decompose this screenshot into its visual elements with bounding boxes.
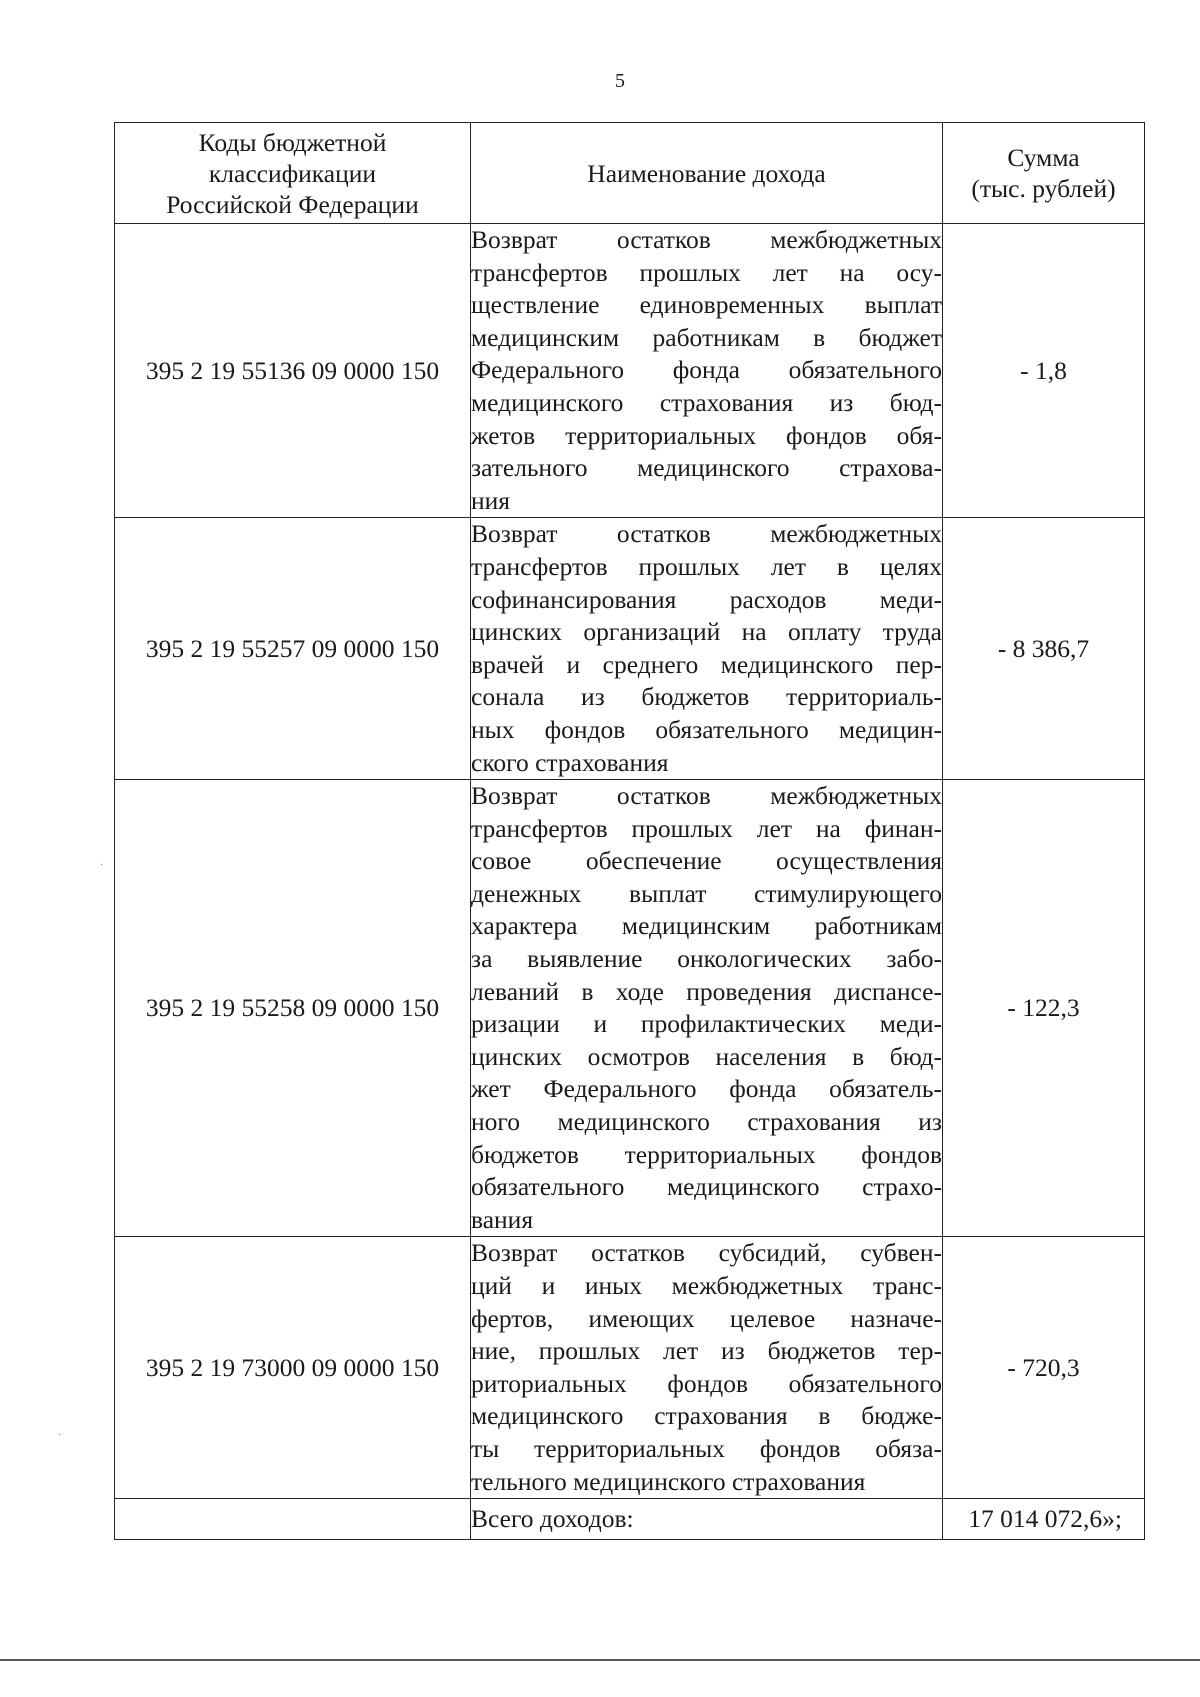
- row-name: [471, 224, 943, 518]
- row-name-line: жет Федерального фонда обязатель-: [471, 1074, 942, 1104]
- scan-speck: ·: [100, 860, 104, 871]
- row-code: 395 2 19 55258 09 0000 150: [115, 780, 471, 1237]
- page-number: 5: [615, 70, 625, 92]
- income-table: [114, 122, 1145, 1540]
- row-sum: - 1,8: [943, 224, 1145, 518]
- row-name-line: софинансирования расходов меди-: [471, 584, 942, 614]
- row-name-line: денежных выплат стимулирующего: [471, 878, 942, 908]
- table-row: [115, 1237, 1145, 1499]
- row-name-line: ризации и профилактических меди-: [471, 1009, 942, 1039]
- row-name-line: цинских организаций на оплату труда: [471, 617, 942, 647]
- row-name-line: характера медицинским работникам: [471, 911, 942, 941]
- row-name-line: врачей и среднего медицинского пер-: [471, 649, 942, 679]
- row-name-line: медицинского страхования в бюдже-: [471, 1401, 942, 1431]
- table-row: [115, 518, 1145, 780]
- row-name-line: Возврат остатков межбюджетных: [471, 781, 942, 811]
- row-name-line: вания: [471, 1204, 534, 1234]
- header-code-line: Российской Федерации: [166, 189, 419, 219]
- row-name-line: Федерального фонда обязательного: [471, 355, 942, 385]
- row-name-line: ние, прошлых лет из бюджетов тер-: [471, 1336, 942, 1366]
- row-name: [471, 1237, 943, 1499]
- row-name-line: совое обеспечение осуществления: [471, 846, 942, 876]
- row-name-line: леваний в ходе проведения диспансе-: [471, 976, 942, 1006]
- total-row: [115, 1499, 1145, 1540]
- scan-speck: ·: [58, 1430, 62, 1441]
- row-code: 395 2 19 55136 09 0000 150: [115, 224, 471, 518]
- row-name-line: цинских осмотров населения в бюд-: [471, 1041, 942, 1071]
- row-sum: - 720,3: [943, 1237, 1145, 1499]
- row-name-line: сонала из бюджетов территориаль-: [471, 682, 942, 712]
- row-sum: - 8 386,7: [943, 518, 1145, 780]
- row-name-line: ского страхования: [471, 747, 669, 777]
- row-name-line: Возврат остатков межбюджетных: [471, 519, 942, 549]
- row-code: 395 2 19 73000 09 0000 150: [115, 1237, 471, 1499]
- row-name: [471, 518, 943, 780]
- row-name-line: зательного медицинского страхова-: [471, 453, 942, 483]
- row-name-line: медицинским работникам в бюджет: [471, 322, 942, 352]
- row-name-line: трансфертов прошлых лет в целях: [471, 551, 942, 581]
- header-sum-line: (тыс. рублей): [971, 174, 1116, 203]
- total-sum: 17 014 072,6»;: [943, 1499, 1145, 1540]
- row-name-line: бюджетов территориальных фондов: [471, 1139, 942, 1169]
- row-name-line: Возврат остатков межбюджетных: [471, 225, 942, 254]
- table-body: [115, 224, 1145, 1540]
- row-name-line: ций и иных межбюджетных транс-: [471, 1271, 942, 1300]
- header-sum: [943, 123, 1145, 224]
- row-name-line: ного медицинского страхования из: [471, 1107, 942, 1137]
- header-name: [471, 123, 943, 224]
- header-code-line: Коды бюджетной: [198, 127, 387, 157]
- row-name-line: ты территориальных фондов обяза-: [471, 1433, 942, 1463]
- header-sum-line: Сумма: [1007, 143, 1080, 172]
- table-header-row: [115, 123, 1145, 224]
- row-name-line: ния: [471, 485, 511, 515]
- row-name-line: фертов, имеющих целевое назначе-: [471, 1303, 942, 1333]
- header-name-text: Наименование дохода: [587, 158, 826, 188]
- header-code: [115, 123, 471, 224]
- row-name-line: трансфертов прошлых лет на осу-: [471, 257, 942, 287]
- row-name-line: ных фондов обязательного медицин-: [471, 714, 942, 744]
- row-name-line: трансфертов прошлых лет на финан-: [471, 813, 942, 843]
- page-bottom-rule: [0, 1659, 1200, 1661]
- table-row: [115, 224, 1145, 518]
- row-name-line: тельного медицинского страхования: [471, 1466, 866, 1496]
- row-name-line: Возврат остатков субсидий, субвен-: [471, 1238, 942, 1268]
- row-code: 395 2 19 55257 09 0000 150: [115, 518, 471, 780]
- row-name-line: жетов территориальных фондов обя-: [471, 420, 942, 450]
- header-code-line: классификации: [208, 158, 377, 188]
- row-name-line: ществление единовременных выплат: [471, 290, 942, 320]
- table-row: [115, 780, 1145, 1237]
- row-sum: - 122,3: [943, 780, 1145, 1237]
- total-label: Всего доходов:: [471, 1499, 943, 1540]
- row-name-line: за выявление онкологических забо-: [471, 944, 942, 974]
- row-name-line: обязательного медицинского страхо-: [471, 1172, 942, 1202]
- total-code-empty: [115, 1499, 471, 1540]
- row-name: [471, 780, 943, 1237]
- row-name-line: риториальных фондов обязательного: [471, 1368, 942, 1398]
- row-name-line: медицинского страхования из бюд-: [471, 387, 942, 417]
